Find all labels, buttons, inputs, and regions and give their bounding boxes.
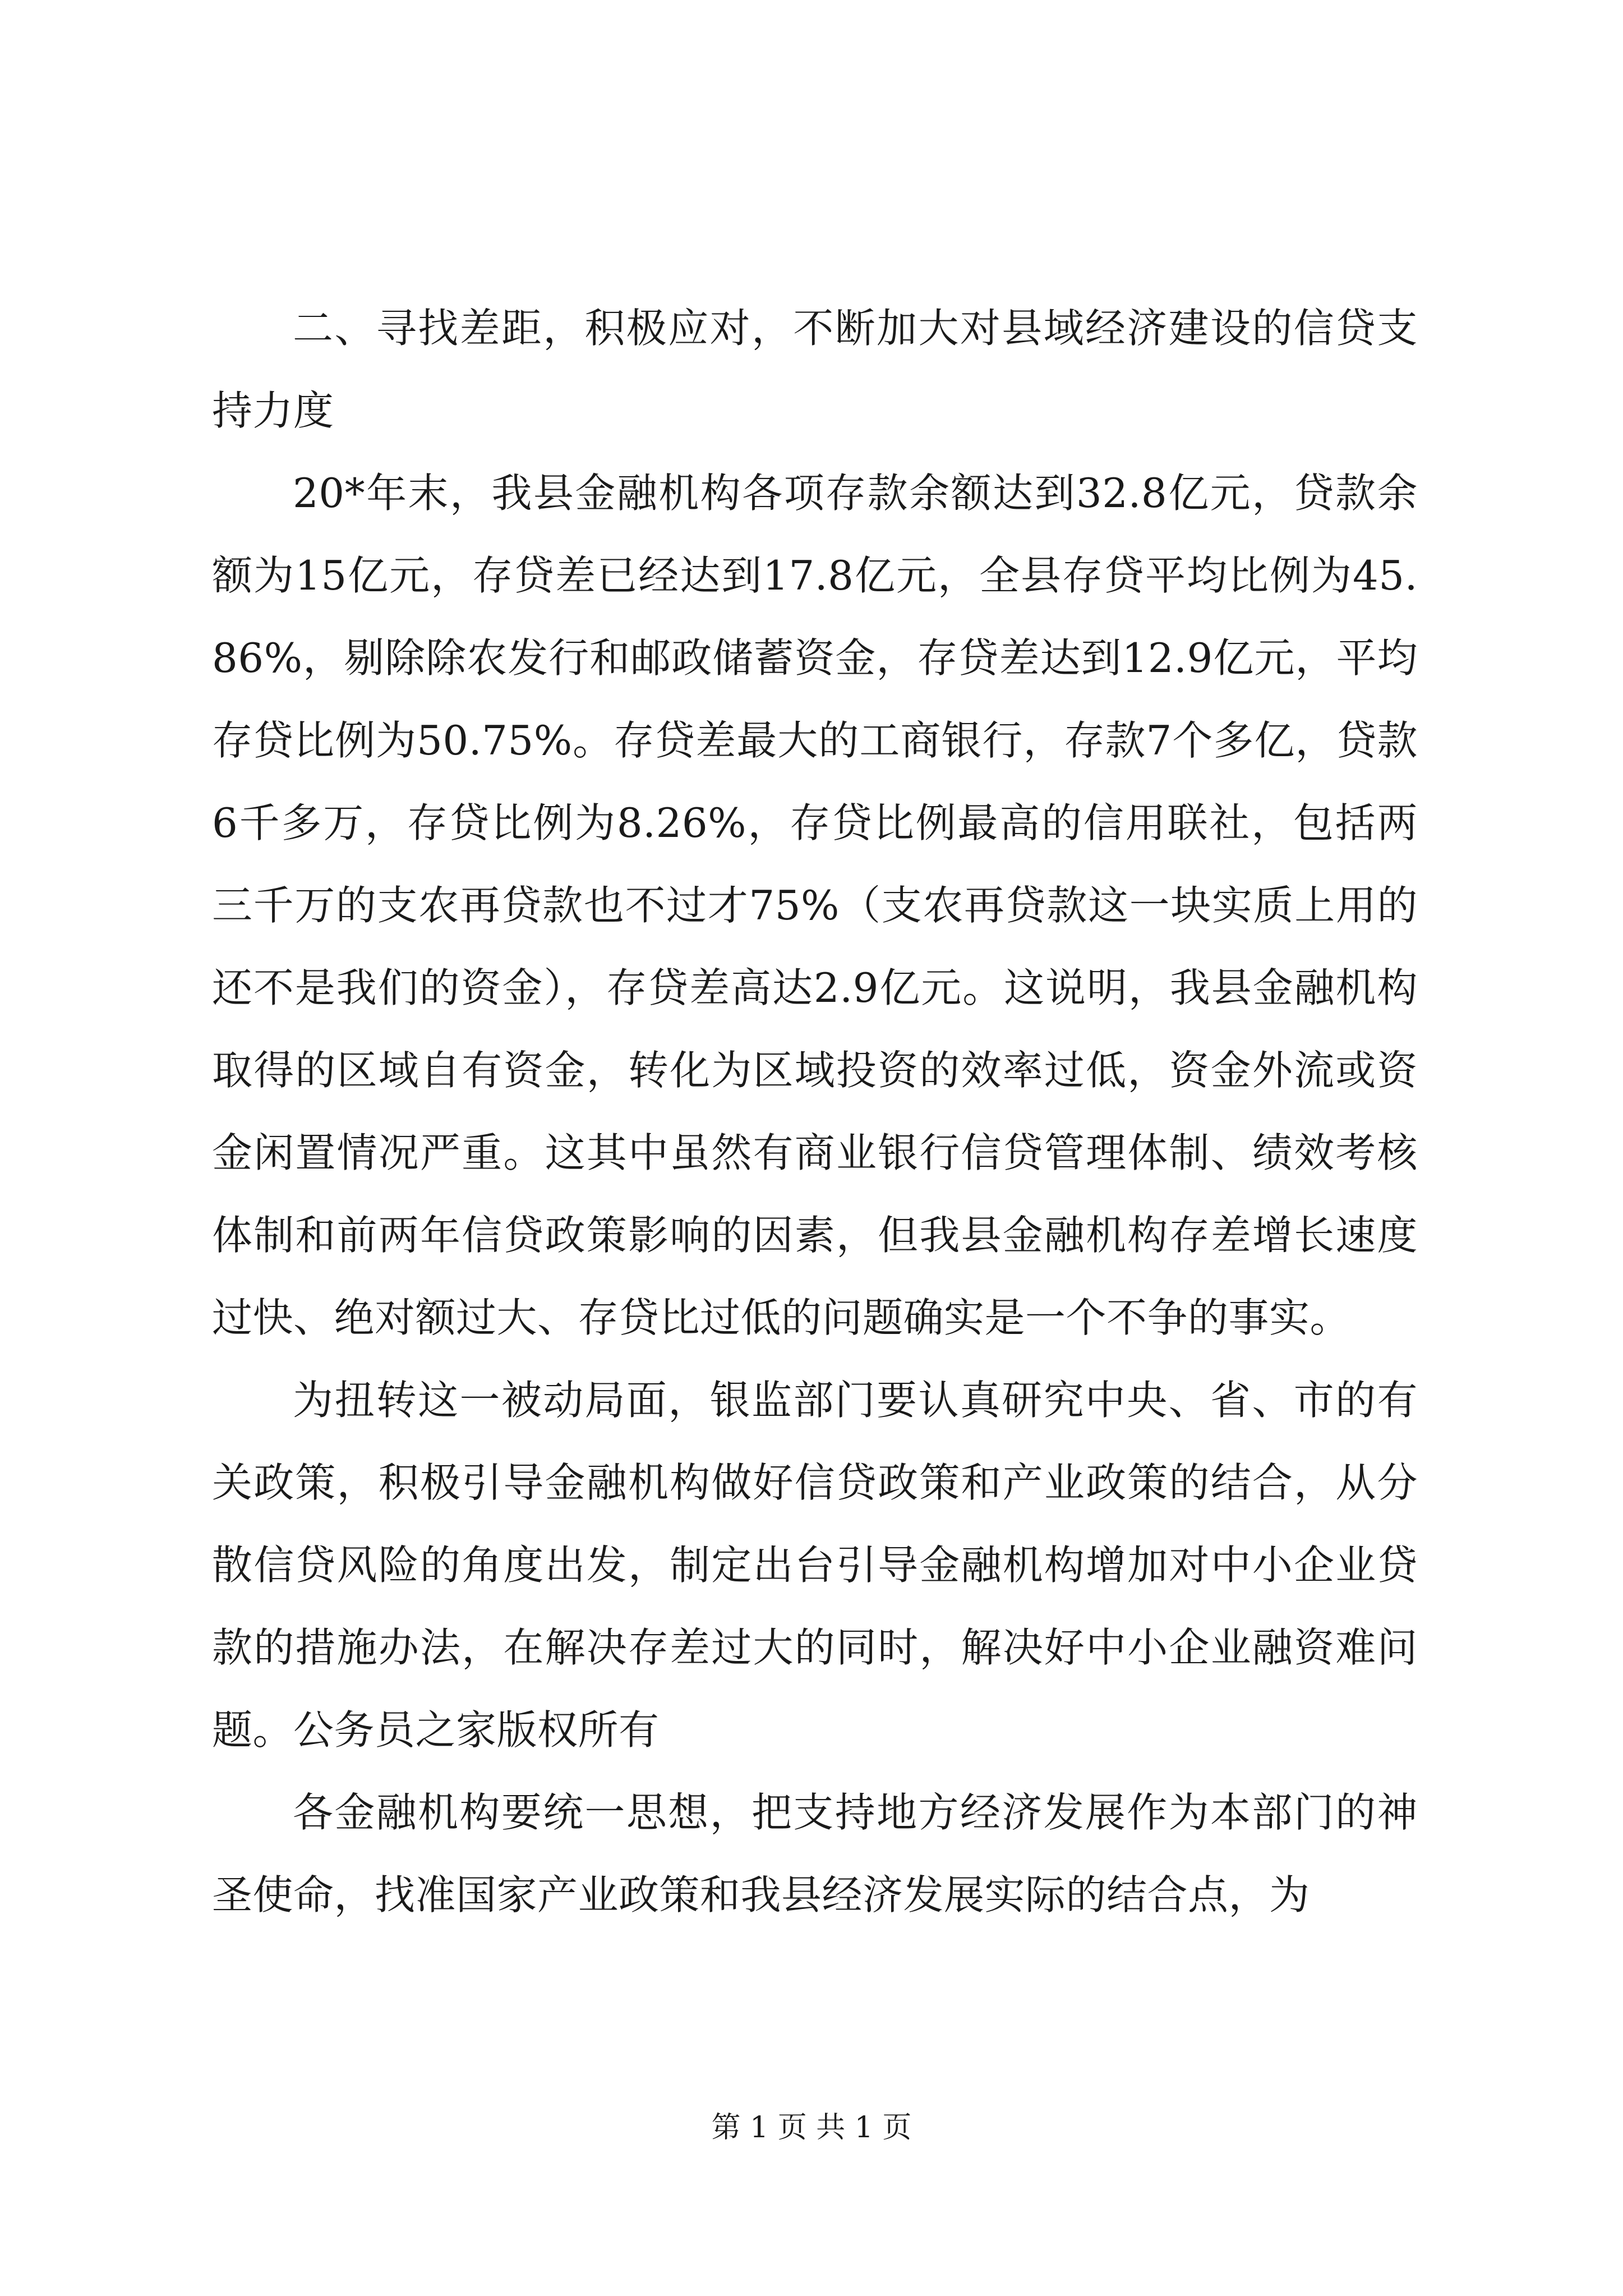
page-footer: 第 1 页 共 1 页 xyxy=(711,2111,912,2145)
body-paragraph-institutions: 各金融机构要统一思想，把支持地方经济发展作为本部门的神圣使命，找准国家产业政策和我县经济发展实际的结合点，为 xyxy=(212,1789,1418,1918)
body-paragraph-regulation: 为扭转这一被动局面，银监部门要认真研究中央、省、市的有关政策，积极引导金融机构做好信贷政策和产业政策的结合，从分散信贷风险的角度出发，制定出台引导金融机构增加对中小企业贷款的措施办法，在解决存差过大的同时，解决好中小企业融资难问题。公务员之家版权所有 xyxy=(212,1377,1418,1754)
body-paragraph-statistics: 20*年末，我县金融机构各项存款余额达到32.8亿元，贷款余额为15亿元，存贷差已经达到17.8亿元，全县存贷平均比例为45.86%，剔除除农发行和邮政储蓄资金，存贷差达到12.9亿元，平均存贷比例为50.75%。存贷差最大的工商银行，存款7个多亿，贷款6千多万，存贷比例为8.26%，存贷比例最高的信用联社，包括两三千万的支农再贷款也不过才75%（支农再贷款这一块实质上用的还不是我们的资金），存贷差高达2.9亿元。这说明，我县金融机构取得的区域自有资金，转化为区域投资的效率过低，资金外流或资金闲置情况严重。这其中虽然有商业银行信贷管理体制、绩效考核体制和前两年信贷政策影响的因素，但我县金融机构存差增长速度过快、绝对额过大、存贷比过低的问题确实是一个不争的事实。 xyxy=(212,470,1418,1341)
document-body xyxy=(212,287,1418,1936)
section-heading-paragraph: 二、寻找差距，积极应对，不断加大对县域经济建设的信贷支持力度 xyxy=(212,305,1418,434)
